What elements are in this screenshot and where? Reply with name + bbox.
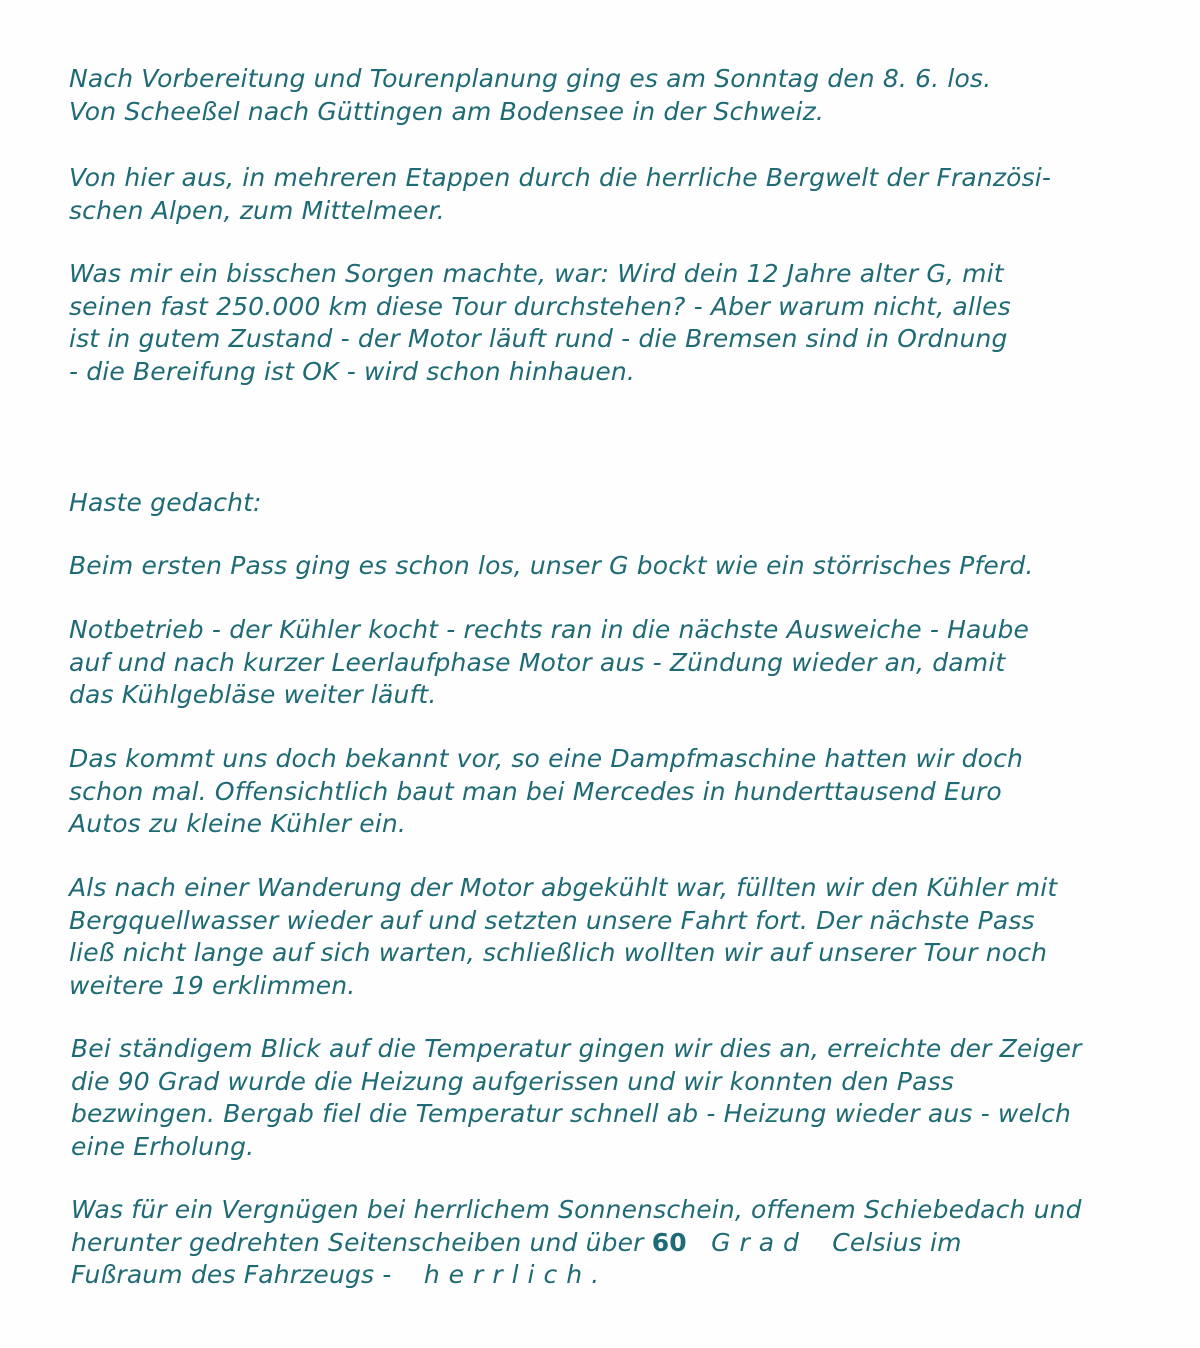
temperature-value: 60 (651, 1227, 687, 1257)
text-line: Notbetrieb - der Kühler kocht - rechts ran in die nächste Ausweiche - Haube (69, 615, 1030, 644)
paragraph-haste-gedacht (69, 487, 262, 520)
text-line (71, 1227, 1082, 1260)
text-line: Von hier aus, in mehreren Etappen durch die herrliche Bergwelt der Französi- (69, 163, 1052, 192)
paragraph-pleasure (71, 1194, 1082, 1292)
text-fragment: herunter gedrehten Seitenscheiben und über (71, 1227, 652, 1257)
text-line: bezwingen. Bergab fiel die Temperatur schnell ab - Heizung wieder aus - welch (71, 1099, 1072, 1128)
text-line: ließ nicht lange auf sich warten, schließlich wollten wir auf unserer Tour noch (69, 938, 1048, 967)
text-line: das Kühlgebläse weiter läuft. (69, 680, 437, 709)
text-line: weitere 19 erklimmen. (69, 970, 356, 1000)
paragraph-emergency (69, 614, 1029, 712)
emphasis-word: herrlich. (423, 1260, 609, 1289)
temperature-unit: Grad (711, 1227, 808, 1257)
text-fragment: Fußraum des Fahrzeugs - (71, 1260, 400, 1289)
text-line: Als nach einer Wanderung der Motor abgekühlt war, füllten wir den Kühler mit (69, 873, 1058, 902)
text-line: Das kommt uns doch bekannt vor, so eine Dampfmaschine hatten wir doch (69, 744, 1024, 773)
text-line: Was mir ein bisschen Sorgen machte, war: Wird dein 12 Jahre alter G, mit (69, 259, 1004, 288)
text-line: die 90 Grad wurde die Heizung aufgerissen und wir konnten den Pass (71, 1066, 954, 1096)
text-line: Von Scheeßel nach Güttingen am Bodensee in der Schweiz. (69, 96, 824, 126)
text-line: Haste gedacht: (69, 488, 262, 517)
paragraph-trip-start (69, 63, 991, 128)
text-line: seinen fast 250.000 km diese Tour durchstehen? - Aber warum nicht, alles (69, 291, 1011, 321)
text-line: Was für ein Vergnügen bei herrlichem Sonnenschein, offenem Schiebedach und (71, 1195, 1082, 1224)
text-line: Bergquellwasser wieder auf und setzten unsere Fahrt fort. Der nächste Pass (69, 905, 1035, 935)
paragraph-hike (69, 872, 1057, 1002)
text-line: auf und nach kurzer Leerlaufphase Motor aus - Zündung wieder an, damit (69, 647, 1006, 677)
text-line: Nach Vorbereitung und Tourenplanung ging es am Sonntag den 8. 6. los. (69, 64, 992, 93)
text-line: Beim ersten Pass ging es schon los, unser G bockt wie ein störrisches Pferd. (69, 551, 1034, 580)
text-line: schon mal. Offensichtlich baut man bei Mercedes in hunderttausend Euro (69, 776, 1002, 806)
text-fragment: Celsius im (832, 1227, 962, 1257)
paragraph-first-pass (69, 550, 1033, 583)
text-line: ist in gutem Zustand - der Motor läuft rund - die Bremsen sind in Ordnung (69, 324, 1008, 353)
text-line: eine Erholung. (71, 1131, 255, 1161)
text-line: - die Bereifung ist OK - wird schon hinhauen. (69, 356, 636, 386)
text-line: Autos zu kleine Kühler ein. (69, 809, 406, 838)
paragraph-temperature (71, 1033, 1082, 1163)
text-line: schen Alpen, zum Mittelmeer. (69, 195, 445, 225)
paragraph-steam-engine (69, 743, 1023, 841)
paragraph-worries (69, 258, 1011, 388)
text-line: Bei ständigem Blick auf die Temperatur gingen wir dies an, erreichte der Zeiger (71, 1034, 1082, 1063)
text-line (71, 1259, 1082, 1292)
paragraph-route (69, 162, 1051, 227)
